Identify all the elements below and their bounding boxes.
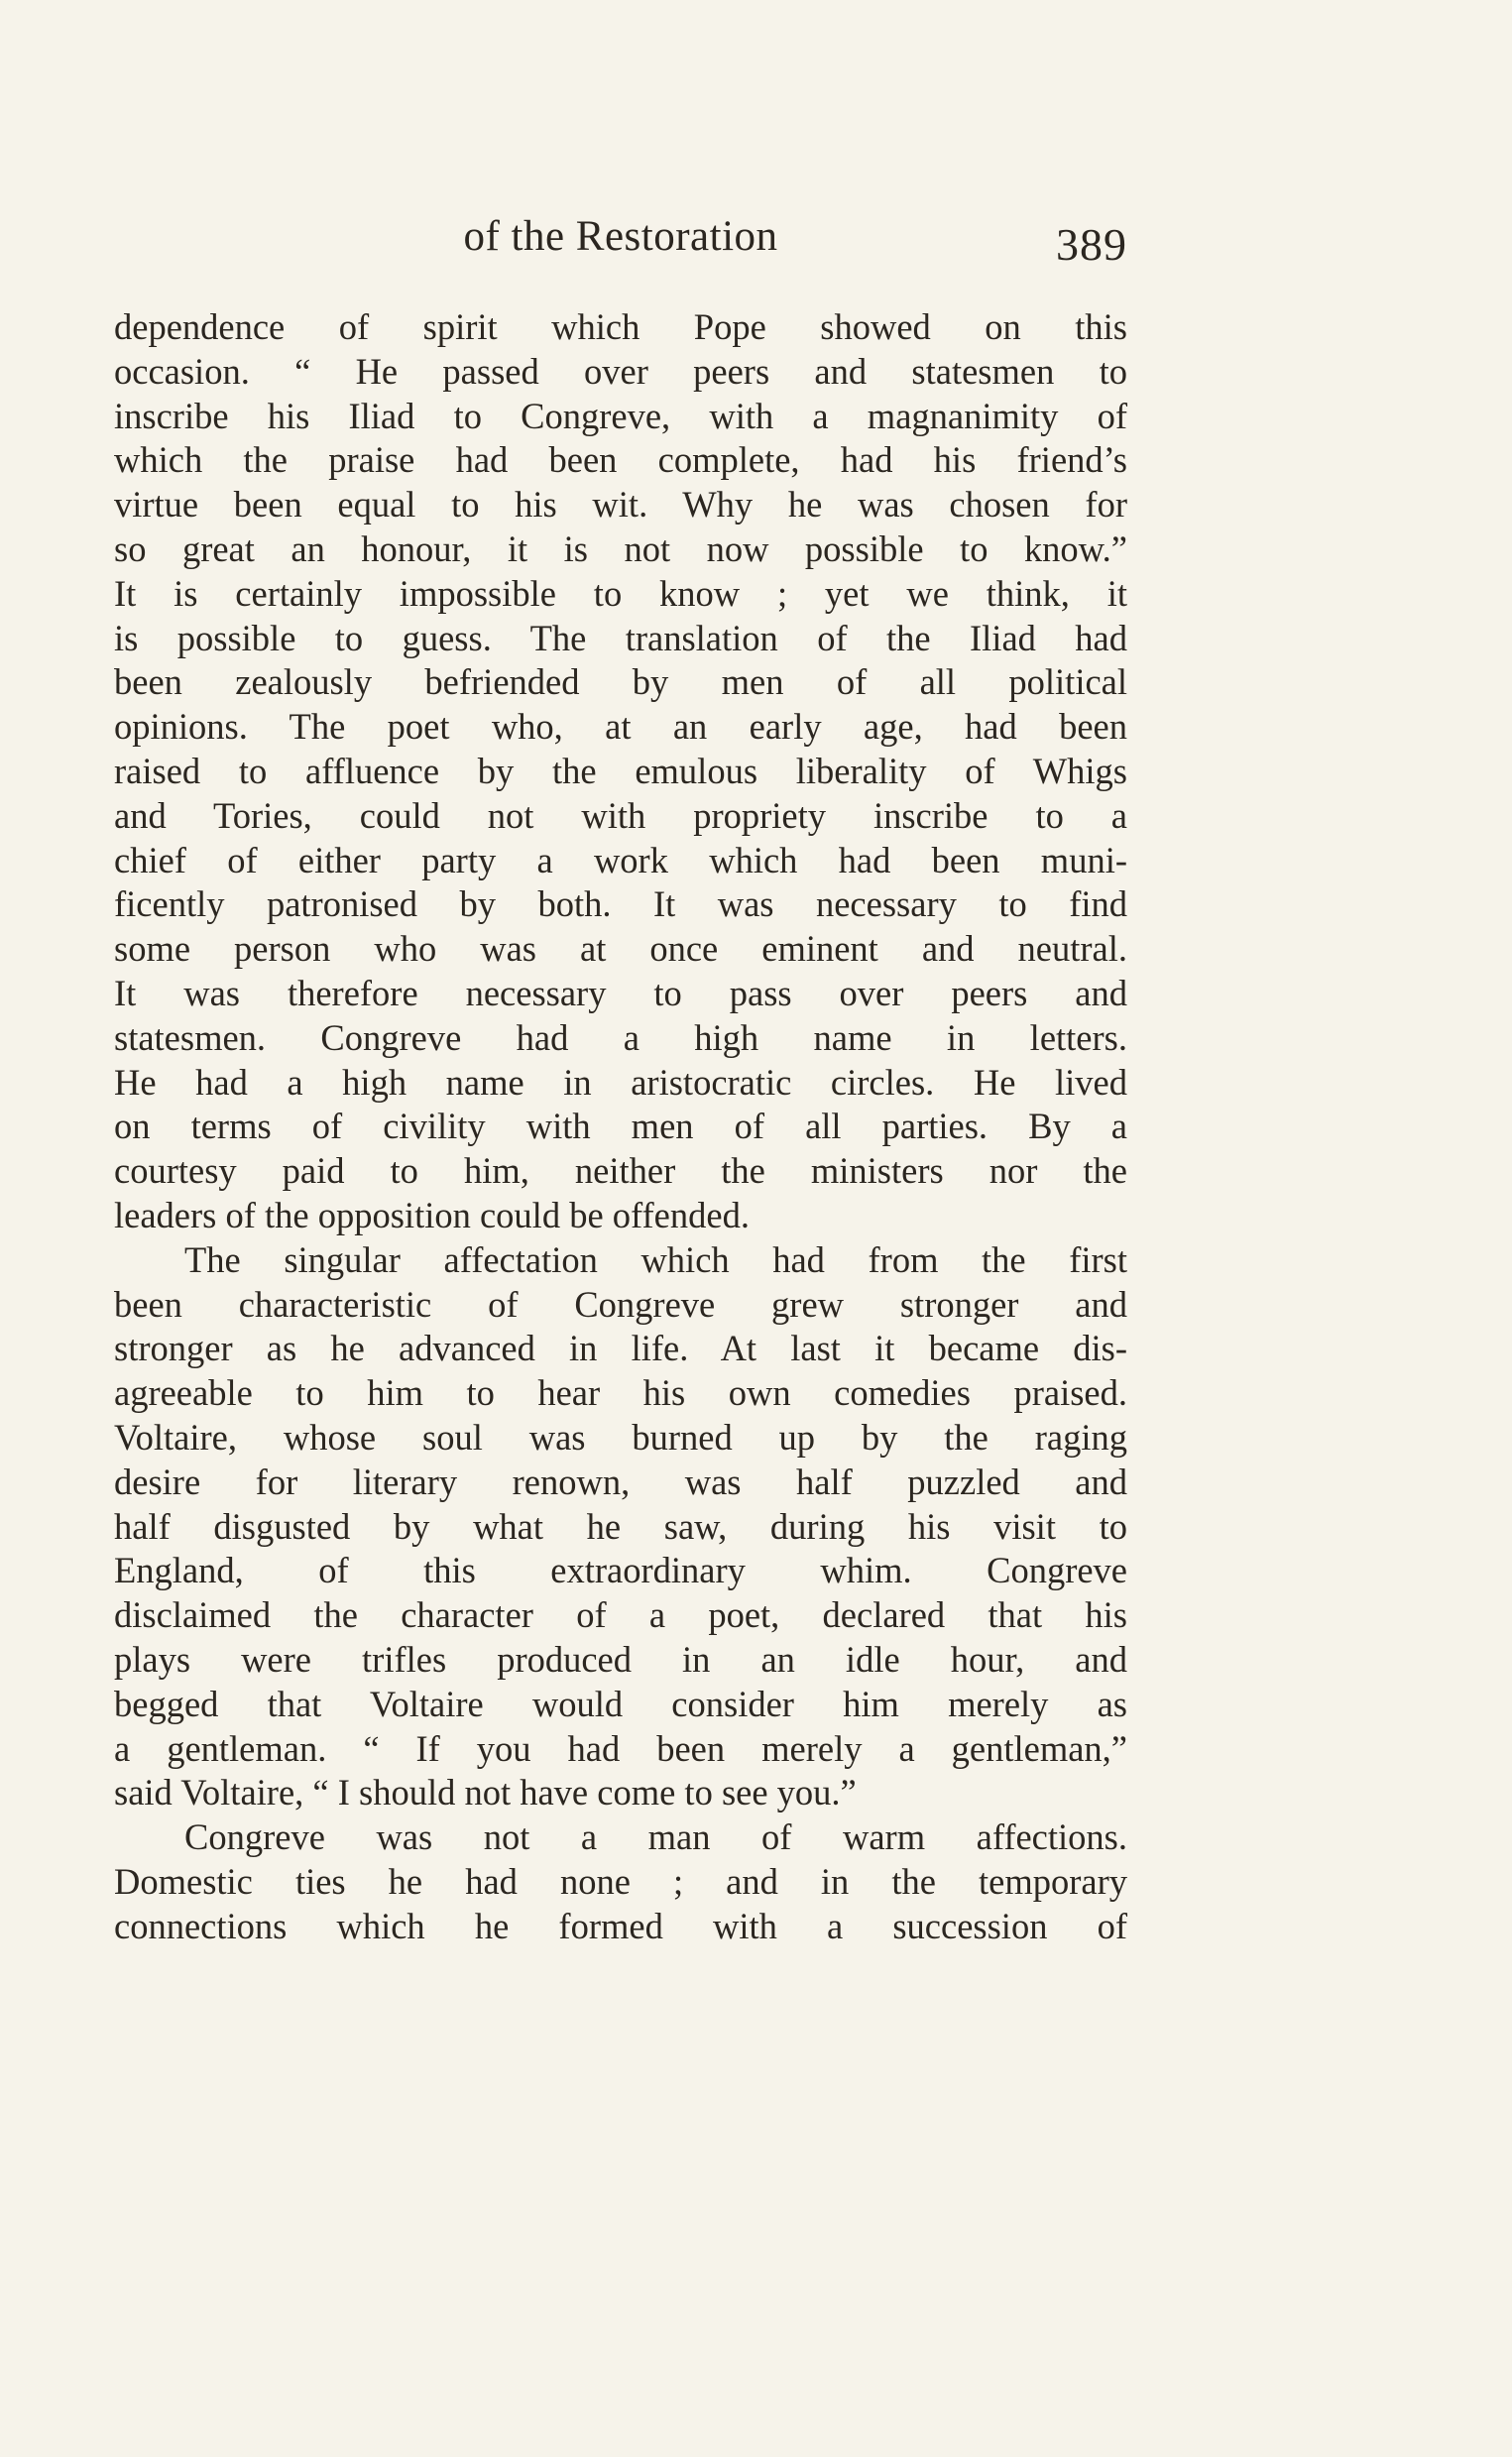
- page-number: 389: [1056, 219, 1127, 270]
- text-line: so great an honour, it is not now possible to know.”: [114, 527, 1127, 569]
- text-line: opinions. The poet who, at an early age, had been: [114, 706, 1127, 748]
- text-line: desire for literary renown, was half puzzled and: [114, 1461, 1127, 1502]
- text-line: chief of either party a work which had been muni-: [114, 839, 1127, 880]
- text-line: agreeable to him to hear his own comedies praised.: [114, 1372, 1127, 1414]
- text-line: begged that Voltaire would consider him merely as: [114, 1683, 1127, 1724]
- text-line: It was therefore necessary to pass over peers and: [114, 972, 1127, 1013]
- text-line: occasion. “ He passed over peers and statesmen to: [114, 350, 1127, 392]
- text-line: a gentleman. “ If you had been merely a gentleman,”: [114, 1727, 1127, 1769]
- running-head: [114, 208, 1127, 278]
- text-line: inscribe his Iliad to Congreve, with a magnanimity of: [114, 395, 1127, 436]
- running-title: of the Restoration: [463, 213, 778, 260]
- text-line: plays were trifles produced in an idle hour, and: [114, 1638, 1127, 1680]
- text-line: been characteristic of Congreve grew stronger and: [114, 1283, 1127, 1325]
- text-line: and Tories, could not with propriety inscribe to a: [114, 794, 1127, 836]
- text-line: half disgusted by what he saw, during his visit to: [114, 1505, 1127, 1547]
- text-line: disclaimed the character of a poet, declared that his: [114, 1594, 1127, 1636]
- text-line: stronger as he advanced in life. At last it became dis-: [114, 1328, 1127, 1369]
- text-line: is possible to guess. The translation of the Iliad had: [114, 617, 1127, 658]
- text-line: England, of this extraordinary whim. Congreve: [114, 1550, 1127, 1591]
- text-line: It is certainly impossible to know ; yet we think, it: [114, 572, 1127, 614]
- text-line: some person who was at once eminent and neutral.: [114, 928, 1127, 970]
- text-line: statesmen. Congreve had a high name in letters.: [114, 1016, 1127, 1058]
- text-line: connections which he formed with a succession of: [114, 1905, 1127, 1946]
- text-line: been zealously befriended by men of all political: [114, 661, 1127, 703]
- paragraph-start-line: Congreve was not a man of warm affections.: [184, 1816, 1127, 1858]
- paragraph-end-line: leaders of the opposition could be offended.: [114, 1194, 750, 1235]
- text-line: Domestic ties he had none ; and in the temporary: [114, 1860, 1127, 1902]
- paragraph-end-line: said Voltaire, “ I should not have come to see you.”: [114, 1772, 857, 1814]
- paragraph-start-line: The singular affectation which had from the first: [184, 1238, 1127, 1280]
- text-line: which the praise had been complete, had his friend’s: [114, 439, 1127, 481]
- text-line: He had a high name in aristocratic circles. He lived: [114, 1061, 1127, 1103]
- text-line: courtesy paid to him, neither the ministers nor the: [114, 1150, 1127, 1192]
- text-line: on terms of civility with men of all parties. By a: [114, 1106, 1127, 1147]
- text-line: dependence of spirit which Pope showed on this: [114, 306, 1127, 347]
- text-line: raised to affluence by the emulous liberality of Whigs: [114, 750, 1127, 791]
- body-text: [114, 305, 1127, 1948]
- text-line: ficently patronised by both. It was necessary to find: [114, 883, 1127, 925]
- text-line: virtue been equal to his wit. Why he was chosen for: [114, 484, 1127, 526]
- text-line: Voltaire, whose soul was burned up by the raging: [114, 1416, 1127, 1458]
